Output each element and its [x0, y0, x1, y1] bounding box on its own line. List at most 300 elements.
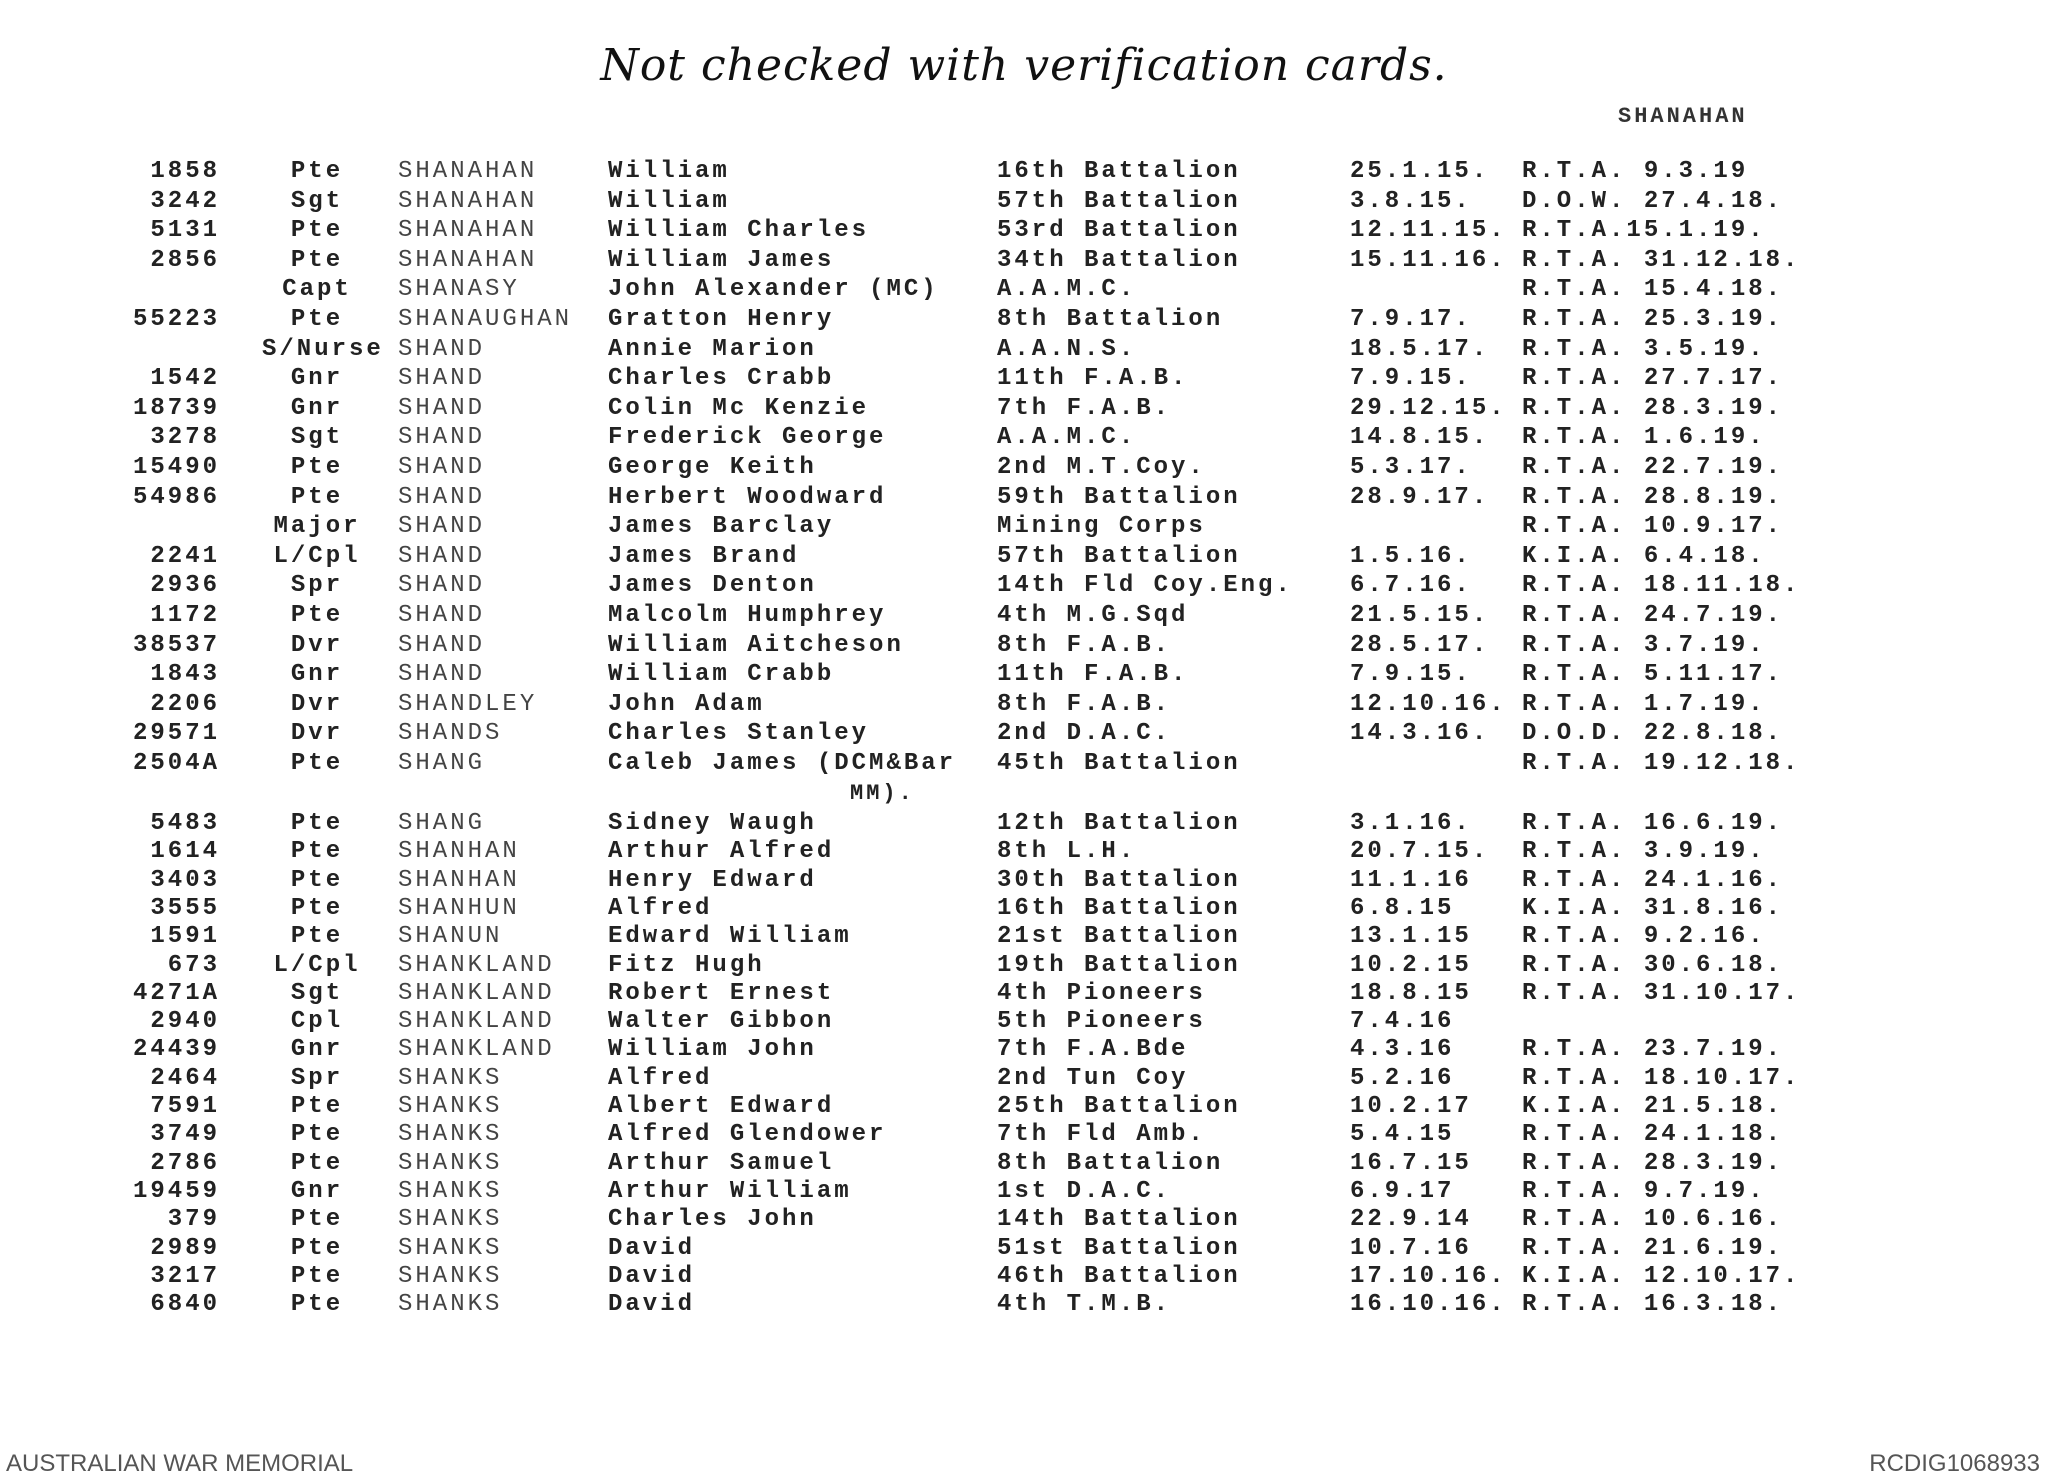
table-row [0, 1291, 2048, 1321]
table-row [0, 750, 2048, 806]
service-number: 2786 [150, 1149, 220, 1177]
table-row [0, 1178, 2048, 1208]
surname: SHAND [398, 454, 486, 481]
unit: 8th F.A.B. [997, 631, 1172, 659]
given-names: James Barclay [608, 513, 835, 541]
service-number: 2206 [150, 690, 220, 718]
rank: Pte [290, 810, 344, 837]
rank: Major [273, 513, 361, 541]
rank: Capt [282, 276, 352, 304]
given-names: William [608, 187, 730, 215]
service-number: 1843 [150, 661, 220, 689]
unit: 59th Battalion [997, 483, 1241, 511]
footer-institution: AUSTRALIAN WAR MEMORIAL [6, 1450, 354, 1477]
service-number: 18739 [132, 394, 220, 422]
given-names: Alfred [608, 1064, 713, 1092]
table-row [0, 1263, 2048, 1293]
service-number: 29571 [132, 720, 220, 748]
service-number: 1591 [150, 923, 220, 951]
unit: 4th Pioneers [997, 979, 1206, 1007]
enlistment-date: 10.2.17 [1350, 1093, 1472, 1120]
unit: 8th F.A.B. [997, 690, 1172, 718]
surname: SHAND [398, 602, 486, 629]
service-number: 2989 [150, 1234, 220, 1262]
fate: K.I.A. 31.8.16. [1522, 894, 1784, 922]
service-number: 1858 [150, 158, 220, 185]
enlistment-date: 5.4.15 [1350, 1121, 1455, 1149]
fate: R.T.A. 19.12.18. [1522, 750, 1801, 777]
fate: R.T.A. 28.3.19. [1522, 1149, 1784, 1177]
unit: 4th T.M.B. [997, 1291, 1172, 1319]
fate: R.T.A. 18.10.17. [1522, 1064, 1801, 1092]
rank: Pte [290, 750, 344, 777]
table-row [0, 810, 2048, 840]
service-number: 7591 [150, 1093, 220, 1120]
fate: R.T.A. 21.6.19. [1522, 1234, 1784, 1262]
surname: SHANKS [398, 1234, 503, 1262]
given-names: James Denton [608, 572, 817, 600]
surname: SHAND [398, 365, 486, 393]
given-names: William [608, 158, 730, 185]
table-row [0, 1036, 2048, 1066]
service-number: 55223 [132, 306, 220, 333]
fate: R.T.A.15.1.19. [1522, 217, 1766, 245]
enlistment-date: 18.5.17. [1350, 335, 1490, 363]
rank: Pte [290, 246, 344, 274]
rank: Pte [290, 217, 344, 245]
table-row [0, 1235, 2048, 1265]
rank: Gnr [290, 1177, 344, 1205]
fate: R.T.A. 23.7.19. [1522, 1036, 1784, 1064]
rank: Pte [290, 1149, 344, 1177]
table-row [0, 454, 2048, 484]
table-row [0, 1093, 2048, 1123]
unit: 8th Battalion [997, 306, 1224, 333]
unit: A.A.M.C. [997, 424, 1137, 452]
service-number: 3278 [150, 424, 220, 452]
enlistment-date: 3.8.15. [1350, 187, 1472, 215]
fate: R.T.A. 1.6.19. [1522, 424, 1766, 452]
enlistment-date: 11.1.16 [1350, 866, 1472, 894]
footer-item-id: RCDIG1068933 [1869, 1450, 2040, 1477]
unit: 45th Battalion [997, 750, 1241, 777]
service-number: 3242 [150, 187, 220, 215]
table-row [0, 895, 2048, 925]
enlistment-date: 20.7.15. [1350, 838, 1490, 866]
sheet-label: SHANAHAN [1618, 104, 1748, 129]
table-row [0, 720, 2048, 750]
fate: R.T.A. 9.7.19. [1522, 1177, 1766, 1205]
enlistment-date: 13.1.15 [1350, 923, 1472, 951]
service-number: 1542 [150, 365, 220, 393]
table-row [0, 158, 2048, 188]
rank: Sgt [290, 187, 344, 215]
rank: Pte [290, 306, 344, 333]
service-number: 2856 [150, 246, 220, 274]
given-names: William James [608, 246, 835, 274]
table-row [0, 952, 2048, 982]
service-number: 15490 [132, 454, 220, 481]
service-number: 6840 [150, 1291, 220, 1319]
fate: R.T.A. 24.1.16. [1522, 866, 1784, 894]
surname: SHANUN [398, 923, 503, 951]
unit: 21st Battalion [997, 923, 1241, 951]
given-names: Malcolm Humphrey [608, 602, 887, 629]
surname: SHANDS [398, 720, 503, 748]
rank: Pte [290, 602, 344, 629]
rank: Pte [290, 923, 344, 951]
given-names: Caleb James (DCM&Bar [608, 750, 957, 777]
fate: R.T.A. 3.7.19. [1522, 631, 1766, 659]
surname: SHANG [398, 810, 486, 837]
enlistment-date: 14.3.16. [1350, 720, 1490, 748]
given-names: David [608, 1234, 696, 1262]
table-row [0, 1206, 2048, 1236]
enlistment-date: 7.9.17. [1350, 306, 1472, 333]
service-number: 3555 [150, 894, 220, 922]
rank: Pte [290, 1206, 344, 1234]
rank: L/Cpl [273, 542, 361, 570]
table-row [0, 923, 2048, 953]
service-number: 5483 [150, 810, 220, 837]
surname: SHANHAN [398, 866, 520, 894]
enlistment-date: 21.5.15. [1350, 602, 1490, 629]
fate: K.I.A. 6.4.18. [1522, 542, 1766, 570]
table-row [0, 661, 2048, 691]
enlistment-date: 15.11.16. [1350, 246, 1507, 274]
fate: D.O.D. 22.8.18. [1522, 720, 1784, 748]
rank: Gnr [290, 365, 344, 393]
service-number: 19459 [132, 1177, 220, 1205]
given-names: Arthur William [608, 1177, 852, 1205]
fate: R.T.A. 22.7.19. [1522, 454, 1784, 481]
unit: 8th L.H. [997, 838, 1137, 866]
unit: 51st Battalion [997, 1234, 1241, 1262]
surname: SHAND [398, 424, 486, 452]
unit: 19th Battalion [997, 951, 1241, 979]
enlistment-date: 6.8.15 [1350, 894, 1455, 922]
given-names: Annie Marion [608, 335, 817, 363]
fate: R.T.A. 10.6.16. [1522, 1206, 1784, 1234]
enlistment-date: 18.8.15 [1350, 979, 1472, 1007]
unit: 34th Battalion [997, 246, 1241, 274]
given-names: Walter Gibbon [608, 1008, 835, 1036]
fate: R.T.A. 16.6.19. [1522, 810, 1784, 837]
surname: SHANKS [398, 1121, 503, 1149]
given-names-continuation: MM). [850, 781, 915, 806]
unit: 7th F.A.B. [997, 394, 1172, 422]
fate: R.T.A. 3.9.19. [1522, 838, 1766, 866]
unit: 57th Battalion [997, 542, 1241, 570]
given-names: William Crabb [608, 661, 835, 689]
given-names: William Aitcheson [608, 631, 904, 659]
given-names: William Charles [608, 217, 870, 245]
table-row [0, 188, 2048, 218]
unit: 1st D.A.C. [997, 1177, 1172, 1205]
given-names: Herbert Woodward [608, 483, 887, 511]
enlistment-date: 28.5.17. [1350, 631, 1490, 659]
given-names: Colin Mc Kenzie [608, 394, 870, 422]
fate: K.I.A. 12.10.17. [1522, 1262, 1801, 1290]
rank: Pte [290, 1234, 344, 1262]
rank: Sgt [290, 979, 344, 1007]
enlistment-date: 12.10.16. [1350, 690, 1507, 718]
enlistment-date: 5.2.16 [1350, 1064, 1455, 1092]
surname: SHAND [398, 572, 486, 600]
surname: SHAND [398, 335, 486, 363]
table-row [0, 1121, 2048, 1151]
rank: Gnr [290, 394, 344, 422]
fate: R.T.A. 27.7.17. [1522, 365, 1784, 393]
table-row [0, 980, 2048, 1010]
enlistment-date: 4.3.16 [1350, 1036, 1455, 1064]
enlistment-date: 6.7.16. [1350, 572, 1472, 600]
surname: SHANAHAN [398, 187, 538, 215]
unit: A.A.M.C. [997, 276, 1137, 304]
rank: Gnr [290, 1036, 344, 1064]
enlistment-date: 6.9.17 [1350, 1177, 1455, 1205]
surname: SHANAHAN [398, 217, 538, 245]
table-row [0, 247, 2048, 277]
unit: 14th Fld Coy.Eng. [997, 572, 1293, 600]
given-names: William John [608, 1036, 817, 1064]
service-number: 2940 [150, 1008, 220, 1036]
enlistment-date: 17.10.16. [1350, 1262, 1507, 1290]
given-names: Robert Ernest [608, 979, 835, 1007]
surname: SHANASY [398, 276, 520, 304]
unit: 16th Battalion [997, 158, 1241, 185]
table-row [0, 513, 2048, 543]
fate: R.T.A. 5.11.17. [1522, 661, 1784, 689]
table-row [0, 632, 2048, 662]
service-number: 1172 [150, 602, 220, 629]
unit: Mining Corps [997, 513, 1206, 541]
unit: 53rd Battalion [997, 217, 1241, 245]
unit: 12th Battalion [997, 810, 1241, 837]
service-number: 38537 [132, 631, 220, 659]
fate: R.T.A. 18.11.18. [1522, 572, 1801, 600]
table-row [0, 306, 2048, 336]
given-names: John Alexander (MC) [608, 276, 939, 304]
rank: Spr [290, 572, 344, 600]
service-number: 2464 [150, 1064, 220, 1092]
enlistment-date: 7.4.16 [1350, 1008, 1455, 1036]
table-row [0, 424, 2048, 454]
service-number: 3403 [150, 866, 220, 894]
unit: 14th Battalion [997, 1206, 1241, 1234]
unit: 8th Battalion [997, 1149, 1224, 1177]
rank: Pte [290, 1093, 344, 1120]
given-names: Frederick George [608, 424, 887, 452]
table-row [0, 572, 2048, 602]
given-names: Fitz Hugh [608, 951, 765, 979]
table-row [0, 543, 2048, 573]
table-row [0, 602, 2048, 632]
given-names: Albert Edward [608, 1093, 835, 1120]
rank: Dvr [290, 720, 344, 748]
service-number: 2241 [150, 542, 220, 570]
given-names: Gratton Henry [608, 306, 835, 333]
fate: R.T.A. 31.10.17. [1522, 979, 1801, 1007]
table-row [0, 395, 2048, 425]
service-number: 24439 [132, 1036, 220, 1064]
surname: SHANAHAN [398, 158, 538, 185]
enlistment-date: 12.11.15. [1350, 217, 1507, 245]
enlistment-date: 16.7.15 [1350, 1149, 1472, 1177]
fate: R.T.A. 28.8.19. [1522, 483, 1784, 511]
fate: R.T.A. 16.3.18. [1522, 1291, 1784, 1319]
service-number: 54986 [132, 483, 220, 511]
surname: SHANKS [398, 1064, 503, 1092]
unit: 11th F.A.B. [997, 661, 1189, 689]
fate: R.T.A. 28.3.19. [1522, 394, 1784, 422]
service-number: 2504A [132, 750, 220, 777]
unit: A.A.N.S. [997, 335, 1137, 363]
surname: SHANHAN [398, 838, 520, 866]
fate: K.I.A. 21.5.18. [1522, 1093, 1784, 1120]
fate: R.T.A. 9.2.16. [1522, 923, 1766, 951]
enlistment-date: 29.12.15. [1350, 394, 1507, 422]
surname: SHANAHAN [398, 246, 538, 274]
given-names: Alfred Glendower [608, 1121, 887, 1149]
table-row [0, 484, 2048, 514]
unit: 2nd D.A.C. [997, 720, 1172, 748]
table-row [0, 691, 2048, 721]
rank: Sgt [290, 424, 344, 452]
surname: SHANKS [398, 1291, 503, 1319]
given-names: Alfred [608, 894, 713, 922]
table-row [0, 1065, 2048, 1095]
handwritten-note: Not checked with verification cards. [600, 40, 1448, 91]
surname: SHANKLAND [398, 979, 555, 1007]
unit: 2nd M.T.Coy. [997, 454, 1206, 481]
enlistment-date: 28.9.17. [1350, 483, 1490, 511]
rank: L/Cpl [273, 951, 361, 979]
surname: SHANKS [398, 1177, 503, 1205]
surname: SHANKS [398, 1262, 503, 1290]
given-names: Arthur Samuel [608, 1149, 835, 1177]
given-names: Charles Stanley [608, 720, 870, 748]
table-row [0, 217, 2048, 247]
unit: 7th Fld Amb. [997, 1121, 1206, 1149]
given-names: David [608, 1291, 696, 1319]
given-names: Charles John [608, 1206, 817, 1234]
rank: Pte [290, 866, 344, 894]
rank: Pte [290, 483, 344, 511]
given-names: Henry Edward [608, 866, 817, 894]
surname: SHAND [398, 631, 486, 659]
unit: 11th F.A.B. [997, 365, 1189, 393]
surname: SHANKS [398, 1149, 503, 1177]
given-names: Sidney Waugh [608, 810, 817, 837]
given-names: George Keith [608, 454, 817, 481]
given-names: David [608, 1262, 696, 1290]
table-row [0, 838, 2048, 868]
unit: 7th F.A.Bde [997, 1036, 1189, 1064]
rank: Pte [290, 454, 344, 481]
fate: R.T.A. 15.4.18. [1522, 276, 1784, 304]
unit: 46th Battalion [997, 1262, 1241, 1290]
fate: R.T.A. 24.1.18. [1522, 1121, 1784, 1149]
surname: SHANDLEY [398, 690, 538, 718]
fate: D.O.W. 27.4.18. [1522, 187, 1784, 215]
surname: SHAND [398, 394, 486, 422]
enlistment-date: 5.3.17. [1350, 454, 1472, 481]
service-number: 1614 [150, 838, 220, 866]
rank: Pte [290, 1262, 344, 1290]
enlistment-date: 25.1.15. [1350, 158, 1490, 185]
enlistment-date: 16.10.16. [1350, 1291, 1507, 1319]
surname: SHAND [398, 483, 486, 511]
table-row [0, 365, 2048, 395]
fate: R.T.A. 3.5.19. [1522, 335, 1766, 363]
enlistment-date: 14.8.15. [1350, 424, 1490, 452]
unit: 2nd Tun Coy [997, 1064, 1189, 1092]
fate: R.T.A. 10.9.17. [1522, 513, 1784, 541]
rank: Pte [290, 838, 344, 866]
given-names: Edward William [608, 923, 852, 951]
service-number: 5131 [150, 217, 220, 245]
rank: Pte [290, 1121, 344, 1149]
enlistment-date: 7.9.15. [1350, 661, 1472, 689]
rank: Gnr [290, 661, 344, 689]
rank: S/Nurse [262, 335, 384, 363]
enlistment-date: 3.1.16. [1350, 810, 1472, 837]
table-row [0, 1150, 2048, 1180]
rank: Pte [290, 894, 344, 922]
service-number: 2936 [150, 572, 220, 600]
given-names: Arthur Alfred [608, 838, 835, 866]
unit: 4th M.G.Sqd [997, 602, 1189, 629]
surname: SHANKLAND [398, 1036, 555, 1064]
enlistment-date: 1.5.16. [1350, 542, 1472, 570]
rank: Dvr [290, 690, 344, 718]
fate: R.T.A. 1.7.19. [1522, 690, 1766, 718]
table-row [0, 336, 2048, 366]
unit: 16th Battalion [997, 894, 1241, 922]
surname: SHANKS [398, 1093, 503, 1120]
rank: Pte [290, 158, 344, 185]
fate: R.T.A. 9.3.19 [1522, 158, 1749, 185]
unit: 5th Pioneers [997, 1008, 1206, 1036]
enlistment-date: 10.2.15 [1350, 951, 1472, 979]
given-names: James Brand [608, 542, 800, 570]
enlistment-date: 7.9.15. [1350, 365, 1472, 393]
unit: 25th Battalion [997, 1093, 1241, 1120]
rank: Pte [290, 1291, 344, 1319]
service-number: 379 [167, 1206, 220, 1234]
service-number: 3749 [150, 1121, 220, 1149]
rank: Spr [290, 1064, 344, 1092]
fate: R.T.A. 31.12.18. [1522, 246, 1801, 274]
table-row [0, 1008, 2048, 1038]
unit: 57th Battalion [997, 187, 1241, 215]
table-row [0, 276, 2048, 306]
rank: Cpl [290, 1008, 344, 1036]
surname: SHAND [398, 661, 486, 689]
fate: R.T.A. 30.6.18. [1522, 951, 1784, 979]
given-names: Charles Crabb [608, 365, 835, 393]
surname: SHANG [398, 750, 486, 777]
surname: SHAND [398, 542, 486, 570]
surname: SHANAUGHAN [398, 306, 573, 333]
surname: SHANKLAND [398, 1008, 555, 1036]
surname: SHANHUN [398, 894, 520, 922]
fate: R.T.A. 24.7.19. [1522, 602, 1784, 629]
surname: SHANKLAND [398, 951, 555, 979]
unit: 30th Battalion [997, 866, 1241, 894]
fate: R.T.A. 25.3.19. [1522, 306, 1784, 333]
